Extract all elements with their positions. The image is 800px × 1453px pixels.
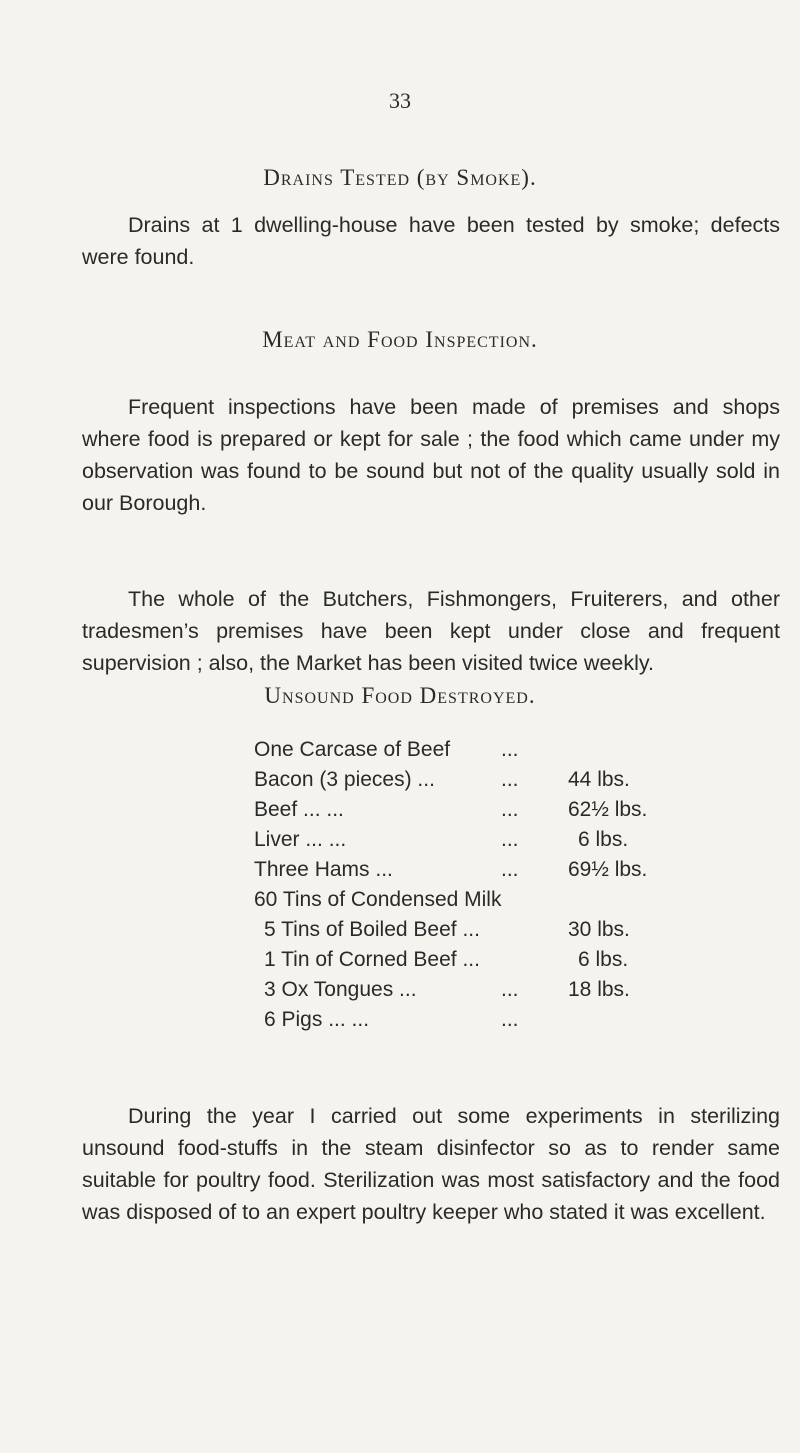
leader-dots: ...: [501, 738, 519, 761]
food-row: [254, 975, 694, 1005]
food-amount: 69½ lbs.: [568, 858, 648, 881]
food-amount: 6 lbs.: [578, 948, 629, 971]
drains-heading: Drains Tested (by Smoke).: [263, 165, 537, 190]
food-row: [254, 915, 694, 945]
food-item: 60 Tins of Condensed Milk: [254, 888, 502, 911]
food-row: [254, 795, 694, 825]
unsound-food-list: [254, 735, 694, 1035]
leader-dots: ...: [501, 858, 519, 881]
unsound-heading: Unsound Food Destroyed.: [264, 683, 536, 708]
page-number: 33: [389, 88, 411, 113]
meat-paragraph-2: [82, 583, 780, 679]
food-amount: 18 lbs.: [568, 978, 630, 1001]
food-amount: 6 lbs.: [578, 828, 629, 851]
drains-paragraph-text: Drains at 1 dwelling-house have been tested by smoke; defects were found.: [82, 213, 780, 269]
food-item: 5 Tins of Boiled Beef ...: [264, 918, 480, 941]
food-row: [254, 885, 694, 915]
closing-paragraph: [82, 1100, 780, 1228]
food-row: [254, 945, 694, 975]
meat-heading: Meat and Food Inspection.: [262, 327, 538, 352]
food-item: Beef ... ...: [254, 798, 344, 821]
food-amount: 44 lbs.: [568, 768, 630, 791]
food-item: 3 Ox Tongues ...: [264, 978, 417, 1001]
food-row: [254, 825, 694, 855]
food-row: [254, 855, 694, 885]
leader-dots: ...: [501, 768, 519, 791]
food-item: 1 Tin of Corned Beef ...: [264, 948, 480, 971]
food-item: One Carcase of Beef: [254, 738, 451, 761]
leader-dots: ...: [501, 1008, 519, 1031]
food-item: Liver ... ...: [254, 828, 347, 851]
meat-paragraph-1-text: Frequent inspections have been made of premises and shops where food is prepared or kept for sale ; the food which came under my observation was found to be sound but not of the quality usually sold in our Borough.: [82, 395, 780, 515]
meat-paragraph-2-text: The whole of the Butchers, Fishmongers, Fruiterers, and other tradesmen’s premises have been kept under close and frequent supervision ; also, the Market has been visited twice weekly.: [82, 587, 780, 675]
food-row: [254, 735, 694, 765]
food-row: [254, 765, 694, 795]
leader-dots: ...: [501, 828, 519, 851]
food-row: [254, 1005, 694, 1035]
food-item: Three Hams ...: [254, 858, 393, 881]
drains-paragraph: [82, 209, 780, 273]
food-item: 6 Pigs ... ...: [264, 1008, 370, 1031]
leader-dots: ...: [501, 798, 519, 821]
food-amount: 62½ lbs.: [568, 798, 648, 821]
leader-dots: ...: [501, 978, 519, 1001]
closing-paragraph-text: During the year I carried out some experiments in sterilizing unsound food-stuffs in the steam disinfector so as to render same suitable for poultry food. Sterilization was most satisfactory and the food was disposed of to an expert poultry keeper who stated it was excellent.: [82, 1104, 780, 1224]
food-item: Bacon (3 pieces) ...: [254, 768, 435, 791]
meat-paragraph-1: [82, 391, 780, 519]
food-amount: 30 lbs.: [568, 918, 630, 941]
